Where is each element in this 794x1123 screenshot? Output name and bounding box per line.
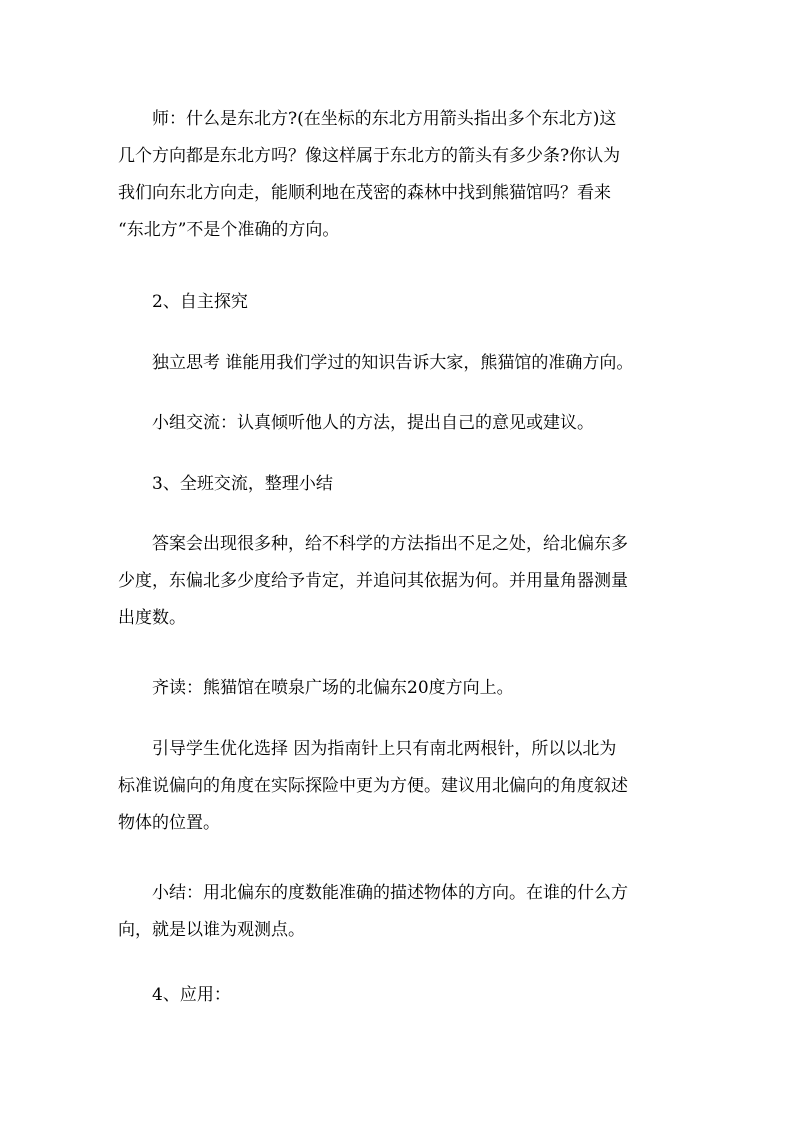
paragraph-guide-choice: [118, 731, 684, 842]
text-line: 我们向东北方向走，能顺利地在茂密的森林中找到熊猫馆吗？看来: [118, 183, 611, 203]
text-line: 少度，东偏北多少度给予肯定，并追问其依据为何。并用量角器测量: [118, 571, 628, 591]
paragraph-teacher-question: [118, 101, 684, 249]
text-line: 齐读：熊猫馆在喷泉广场的北偏东20度方向上。: [152, 678, 514, 698]
paragraph-answers: [118, 526, 684, 637]
paragraph-independent-thinking: [118, 345, 684, 382]
text-line: 标准说偏向的角度在实际探险中更为方便。建议用北偏向的角度叙述: [118, 776, 628, 796]
text-line: “东北方”不是个准确的方向。: [118, 220, 340, 240]
paragraph-read-together: [118, 670, 684, 707]
text-line: 向，就是以谁为观测点。: [118, 920, 305, 940]
heading-class-discussion: [118, 466, 684, 503]
text-line: 几个方向都是东北方吗？像这样属于东北方的箭头有多少条?你认为: [118, 146, 621, 166]
heading-self-exploration: [118, 284, 684, 321]
text-line: 出度数。: [118, 608, 186, 628]
paragraph-summary: [118, 875, 684, 949]
text-line: 物体的位置。: [118, 813, 220, 833]
text-line: 引导学生优化选择 因为指南针上只有南北两根针，所以以北为: [152, 739, 617, 759]
paragraph-group-discussion: [118, 405, 684, 442]
text-line: 答案会出现很多种，给不科学的方法指出不足之处，给北偏东多: [152, 534, 628, 554]
heading-text: 4、应用：: [152, 985, 231, 1005]
text-line: 独立思考 谁能用我们学过的知识告诉大家，熊猫馆的准确方向。: [152, 353, 634, 373]
heading-text: 2、自主探究: [152, 292, 248, 312]
heading-text: 3、全班交流，整理小结: [152, 474, 333, 494]
text-line: 小组交流：认真倾听他人的方法，提出自己的意见或建议。: [152, 413, 594, 433]
text-line: 小结：用北偏东的度数能准确的描述物体的方向。在谁的什么方: [152, 883, 628, 903]
heading-application: [118, 977, 684, 1014]
text-line: 师：什么是东北方?(在坐标的东北方用箭头指出多个东北方)这: [152, 109, 617, 129]
